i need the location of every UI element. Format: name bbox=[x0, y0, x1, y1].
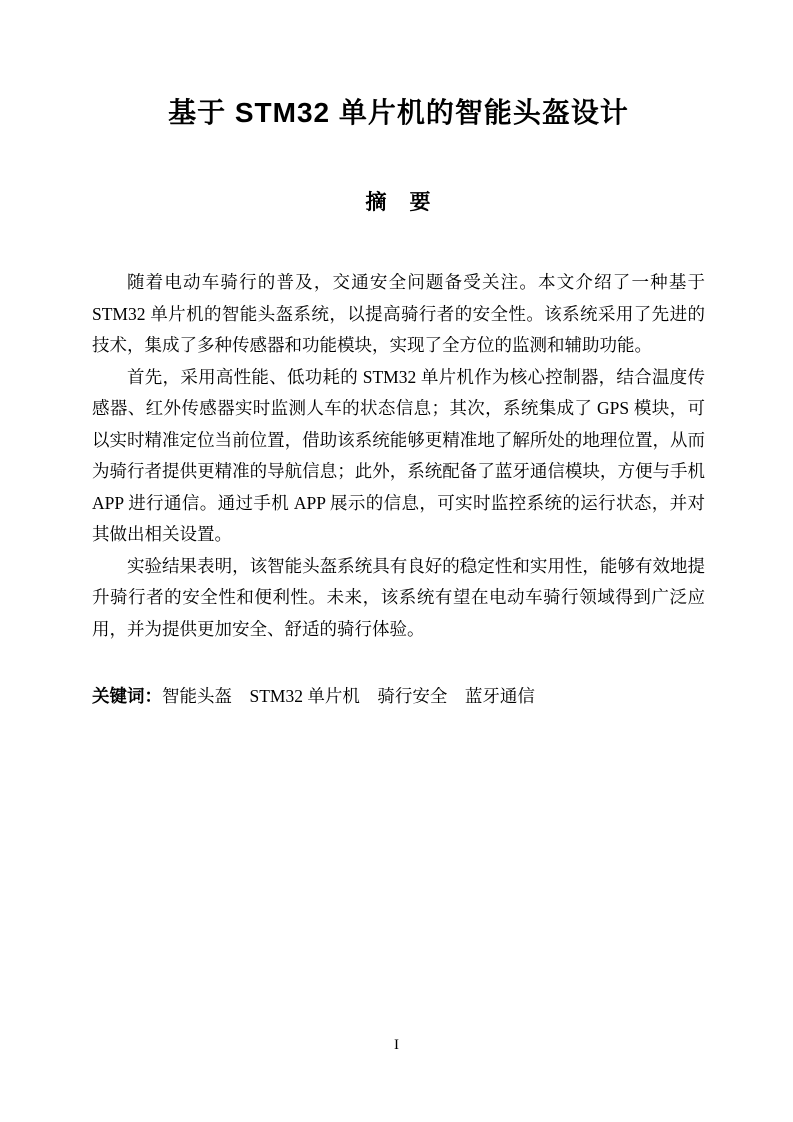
keywords-line bbox=[92, 681, 705, 713]
keywords-text: 智能头盔 STM32 单片机 骑行安全 蓝牙通信 bbox=[162, 686, 535, 706]
abstract-heading: 摘 要 bbox=[365, 191, 432, 214]
abstract-paragraph-2: 首先，采用高性能、低功耗的 STM32 单片机作为核心控制器，结合温度传感器、红外传感器实时监测人车的状态信息；其次，系统集成了 GPS 模块，可以实时精准定位当前位置，借助该系统能够更精准地了解所处的地理位置，从而为骑行者提供更精准的导航信息；此外，系统配备了蓝牙通信模块，方便与手机 APP 进行通信。通过手机 APP 展示的信息，可实时监控系统的运行状态，并对其做出相关设置。 bbox=[92, 366, 705, 544]
page-number: I bbox=[394, 1037, 399, 1053]
abstract-paragraph-3: 实验结果表明，该智能头盔系统具有良好的稳定性和实用性，能够有效地提升骑行者的安全性和便利性。未来，该系统有望在电动车骑行领域得到广泛应用，并为提供更加安全、舒适的骑行体验。 bbox=[92, 555, 705, 639]
keywords-label: 关键词： bbox=[92, 686, 162, 706]
page-title: 基于 STM32 单片机的智能头盔设计 bbox=[168, 97, 629, 128]
abstract-body bbox=[92, 267, 705, 645]
abstract-paragraph-1: 随着电动车骑行的普及，交通安全问题备受关注。本文介绍了一种基于 STM32 单片机的智能头盔系统，以提高骑行者的安全性。该系统采用了先进的技术，集成了多种传感器和功能模块，实现了全方位的监测和辅助功能。 bbox=[92, 272, 705, 355]
